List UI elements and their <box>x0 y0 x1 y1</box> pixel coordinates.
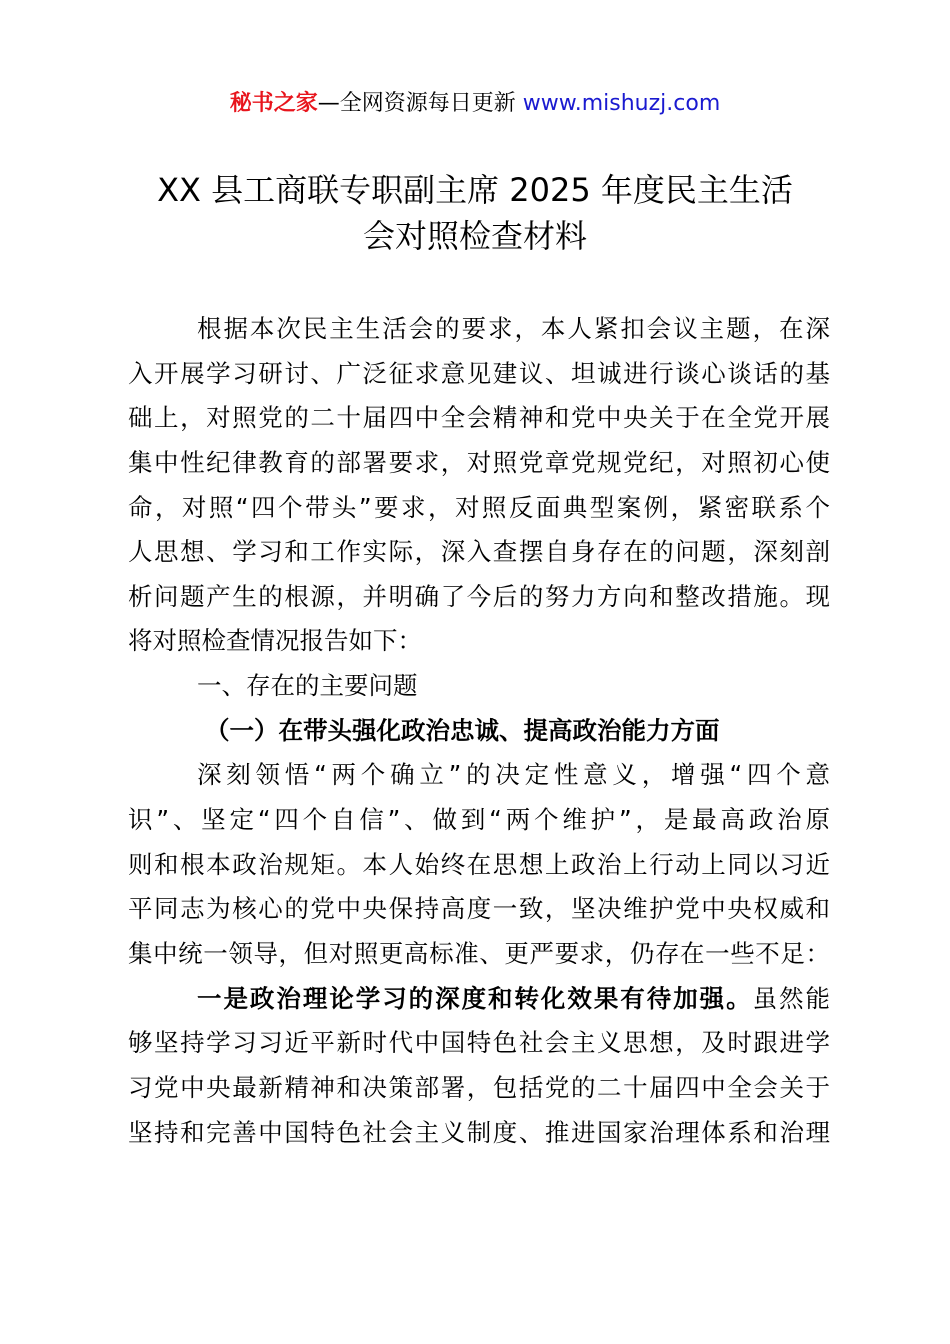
paragraph-line: 将对照检查情况报告如下： <box>128 626 422 656</box>
brand-name: 秘书之家 <box>229 91 318 116</box>
slogan: —全网资源每日更新 <box>317 91 523 116</box>
paragraph-line: 人思想、学习和工作实际，深入查摆自身存在的问题，深刻剖 <box>128 537 830 567</box>
subsection-heading: （一）在带头强化政治忠诚、提高政治能力方面 <box>205 715 720 745</box>
paragraph-line: 坚持和完善中国特色社会主义制度、推进国家治理体系和治理 <box>128 1117 830 1147</box>
paragraph-line: 识”、坚定“四个自信”、做到“两个维护”，是最高政治原 <box>128 805 830 835</box>
paragraph-line: 习党中央最新精神和决策部署，包括党的二十届四中全会关于 <box>128 1072 830 1102</box>
point-heading: 一是政治理论学习的深度和转化效果有待加强。 <box>197 983 753 1013</box>
paragraph-line: 础上，对照党的二十届四中全会精神和党中央关于在全党开展 <box>128 403 830 433</box>
paragraph-line: 集中统一领导，但对照更高标准、更严要求，仍存在一些不足： <box>128 938 830 968</box>
section-heading: 一、存在的主要问题 <box>197 671 418 701</box>
paragraph-line: 深刻领悟“两个确立”的决定性意义，增强“四个意 <box>197 760 830 790</box>
title-line-2: 会对照检查材料 <box>362 217 587 255</box>
paragraph-line: 集中性纪律教育的部署要求，对照党章党规党纪，对照初心使 <box>128 447 830 477</box>
paragraph-line: 平同志为核心的党中央保持高度一致，坚决维护党中央权威和 <box>128 894 830 924</box>
site-url-link[interactable]: www.mishuzj.com <box>522 91 721 116</box>
site-header <box>0 88 950 120</box>
paragraph-line: 则和根本政治规矩。本人始终在思想上政治上行动上同以习近 <box>128 849 830 879</box>
paragraph-line: 命，对照“四个带头”要求，对照反面典型案例，紧密联系个 <box>128 492 830 522</box>
document-title <box>100 167 850 259</box>
paragraph-line <box>128 977 830 1022</box>
paragraph-text: 虽然能 <box>752 983 831 1013</box>
paragraph-line: 够坚持学习习近平新时代中国特色社会主义思想，及时跟进学 <box>128 1028 830 1058</box>
document-body <box>128 307 830 1155</box>
paragraph-line: 析问题产生的根源，并明确了今后的努力方向和整改措施。现 <box>128 581 830 611</box>
paragraph-line: 根据本次民主生活会的要求，本人紧扣会议主题，在深 <box>197 314 830 343</box>
paragraph-line: 入开展学习研讨、广泛征求意见建议、坦诚进行谈心谈话的基 <box>128 358 830 388</box>
title-line-1: XX 县工商联专职副主席 2025 年度民主生活 <box>157 171 793 209</box>
